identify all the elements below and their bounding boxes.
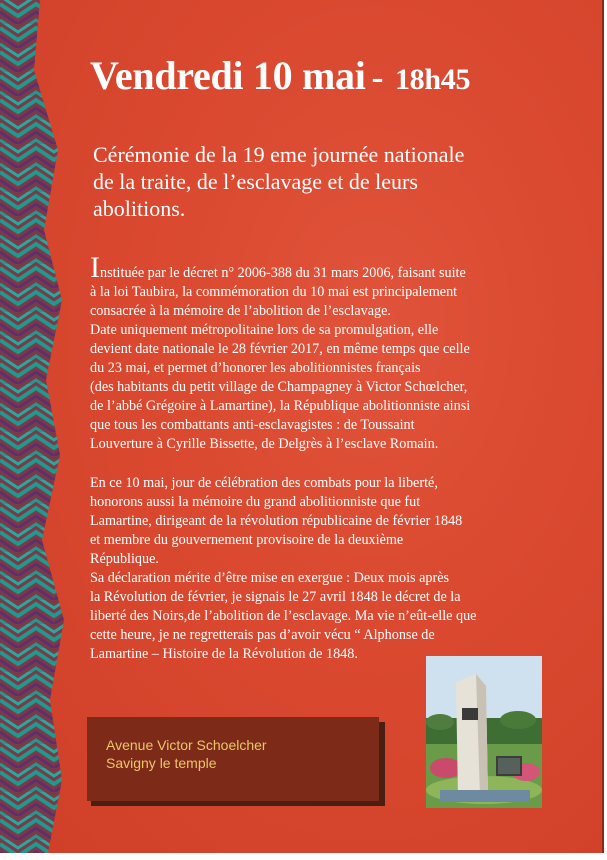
subtitle-line: de la traite, de l’esclavage et de leurs — [93, 169, 418, 194]
paragraph-line: Instituée par le décret n° 2006-388 du 31 mars 2006, faisant suite — [90, 251, 466, 284]
paragraph-line: à la loi Taubira, la commémoration du 10 mai est principalement — [90, 284, 458, 300]
event-subtitle — [93, 141, 563, 222]
paragraph-line: liberté des Noirs,de l’abolition de l’esclavage. Ma vie n’eût-elle que — [90, 608, 477, 624]
paragraph-line: République. — [90, 551, 159, 567]
location-town: Savigny le temple — [106, 755, 217, 771]
paragraph-gap — [90, 454, 545, 474]
paragraph-line: devient date nationale le 28 février 2017, en même temps que celle — [90, 341, 470, 357]
paragraph-line: Date uniquement métropolitaine lors de sa promulgation, elle — [90, 322, 439, 338]
paragraph-line: que tous les combattants anti-esclavagistes : de Toussaint — [90, 417, 415, 433]
paragraph-line: consacrée à la mémoire de l’abolition de l’esclavage. — [90, 303, 391, 319]
paragraph-line: et membre du gouvernement provisoire de la deuxième — [90, 532, 404, 548]
paragraph-line: Louverture à Cyrille Bissette, de Delgrès à l’esclave Romain. — [90, 436, 439, 452]
event-title — [90, 52, 590, 104]
subtitle-line: abolitions. — [93, 196, 186, 221]
paragraph-line: de l’abbé Grégoire à Lamartine), la République abolitionniste ainsi — [90, 398, 471, 414]
title-separator: - — [371, 57, 384, 97]
paragraph-line: du 23 mai, et permet d’honorer les abolitionnistes français — [90, 360, 421, 376]
location-street: Avenue Victor Schoelcher — [106, 737, 267, 753]
location-caption — [87, 717, 379, 801]
paragraph-line: Lamartine – Histoire de la Révolution de 1848. — [90, 646, 358, 662]
memorial-stone-photo — [426, 656, 542, 808]
paragraph-line: honorons aussi la mémoire du grand abolitionniste que fut — [90, 494, 421, 510]
event-title-date: Vendredi 10 mai — [90, 53, 366, 98]
decorative-pattern-border — [0, 0, 72, 853]
body-text — [90, 251, 545, 664]
event-time: 18h45 — [394, 63, 471, 96]
paragraph-line: (des habitants du petit village de Champagney à Victor Schœlcher, — [90, 379, 468, 395]
paragraph-line: cette heure, je ne regretterais pas d’avoir vécu “ Alphonse de — [90, 627, 435, 643]
paragraph-line: En ce 10 mai, jour de célébration des combats pour la liberté, — [90, 475, 438, 491]
paragraph-line: Lamartine, dirigeant de la révolution républicaine de février 1848 — [90, 513, 463, 529]
paragraph-line: Sa déclaration mérite d’être mise en exergue : Deux mois après — [90, 570, 450, 586]
paragraph-line: la Révolution de février, je signais le 27 avril 1848 le décret de la — [90, 589, 461, 605]
subtitle-line: Cérémonie de la 19 eme journée nationale — [93, 142, 465, 167]
